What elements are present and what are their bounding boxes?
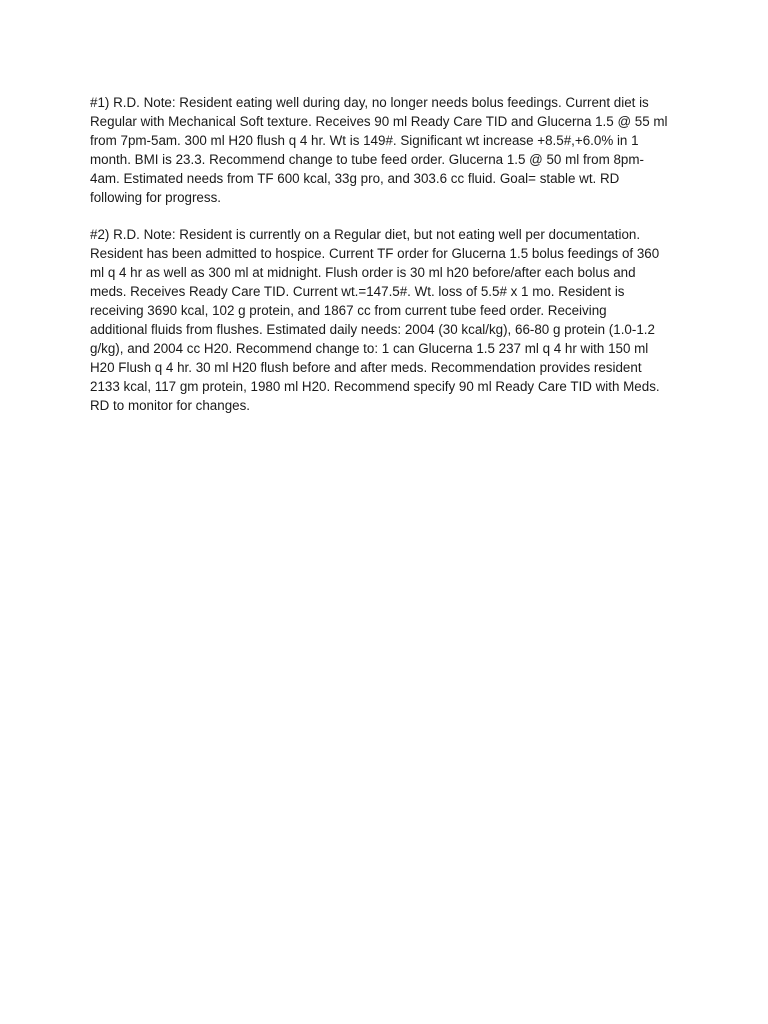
note-line: meds. Receives Ready Care TID. Current wt.=147.5#. Wt. loss of 5.5# x 1 mo. Resident is [90, 284, 625, 299]
note-line: Regular with Mechanical Soft texture. Receives 90 ml Ready Care TID and Glucerna 1.5 @ 55 ml [90, 114, 668, 129]
note-line: #2) R.D. Note: Resident is currently on a Regular diet, but not eating well per documentation. [90, 227, 641, 242]
note-line: #1) R.D. Note: Resident eating well during day, no longer needs bolus feedings. Current diet is [90, 95, 649, 110]
note-line: 2133 kcal, 117 gm protein, 1980 ml H20. Recommend specify 90 ml Ready Care TID with Meds. [90, 379, 660, 394]
note-line: g/kg), and 2004 cc H20. Recommend change to: 1 can Glucerna 1.5 237 ml q 4 hr with 150 ml [90, 341, 649, 356]
note-line: 4am. Estimated needs from TF 600 kcal, 33g pro, and 303.6 cc fluid. Goal= stable wt. RD [90, 171, 620, 186]
note-line: H20 Flush q 4 hr. 30 ml H20 flush before and after meds. Recommendation provides resident [90, 360, 642, 375]
note-line: ml q 4 hr as well as 300 ml at midnight. Flush order is 30 ml h20 before/after each bolus and [90, 265, 636, 280]
note-line: additional fluids from flushes. Estimated daily needs: 2004 (30 kcal/kg), 66-80 g protein (1.0-1.2 [90, 322, 655, 337]
note-line: receiving 3690 kcal, 102 g protein, and 1867 cc from current tube feed order. Receiving [90, 303, 607, 318]
note-line: Resident has been admitted to hospice. Current TF order for Glucerna 1.5 bolus feedings of 360 [90, 246, 660, 261]
rd-note-1 [90, 93, 690, 207]
rd-note-2 [90, 225, 690, 415]
note-line: month. BMI is 23.3. Recommend change to tube feed order. Glucerna 1.5 @ 50 ml from 8pm- [90, 152, 644, 167]
note-line: from 7pm-5am. 300 ml H20 flush q 4 hr. Wt is 149#. Significant wt increase +8.5#,+6.0% in 1 [90, 133, 639, 148]
note-line: RD to monitor for changes. [90, 398, 251, 413]
note-line: following for progress. [90, 190, 221, 205]
